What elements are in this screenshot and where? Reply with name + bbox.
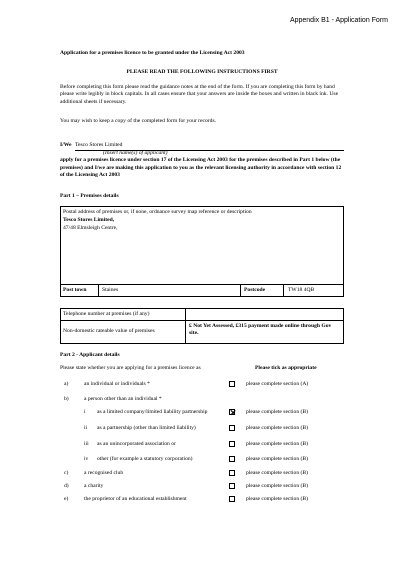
applicant-label: I/We (60, 142, 72, 148)
option-marker: b) (64, 396, 69, 402)
form-title: Application for a premises licence to be granted under the Licensing Act 2003 (60, 50, 245, 56)
post-town-label: Post town (63, 287, 87, 293)
instructions-paragraph: Before completing this form please read the guidance notes at the end of the form. If you are completing this form by hand please write legibly in block capitals. In all cases ensure that your answers are inside the boxes and written in black ink. Use additional sheets if necessary. (60, 84, 339, 105)
part2-heading: Part 2 - Applicant details (60, 352, 120, 358)
option-label: a recognised club (84, 470, 124, 476)
premises-info-col-divider (185, 308, 186, 344)
option-instruction: please complete section (B) (246, 496, 308, 502)
option-label: a person other than an individual * (84, 396, 162, 402)
option-checkbox[interactable] (229, 483, 235, 489)
suboption-marker: iv (84, 456, 89, 462)
option-checkbox[interactable] (229, 470, 235, 476)
post-town-row-divider (60, 284, 344, 285)
suboption-marker: i (84, 409, 86, 415)
suboption-label: as a limited company/limited liability partnership (97, 409, 208, 415)
applicant-statement: apply for a premises licence under section 17 of the Licensing Act 2003 for the premises described in Part 1 below (the premises) and I/we are making this application to you as the relevant licensing authority in accordance with section 12 of the Licensing Act 2003 (60, 157, 342, 179)
tick-heading: Please tick as appropriate (255, 365, 317, 371)
rateable-value-label: Non-domestic rateable value of premises (63, 328, 155, 334)
instructions-copy-note: You may wish to keep a copy of the completed form for your records. (60, 118, 217, 124)
postcode-value[interactable]: TW18 4QB (288, 287, 315, 293)
suboption-label: as a partnership (other than limited liability) (97, 425, 196, 431)
instructions-heading: PLEASE READ THE FOLLOWING INSTRUCTIONS FIRST (126, 69, 278, 75)
part1-heading: Part 1 – Premises details (60, 193, 119, 199)
option-marker: d) (64, 483, 69, 489)
premises-address-label: Postal address of premises or, if none, ordnance survey map reference or description (63, 209, 252, 215)
option-checkbox-checked[interactable] (229, 409, 235, 415)
suboption-marker: ii (84, 425, 88, 431)
telephone-value[interactable] (189, 311, 339, 318)
option-checkbox[interactable] (229, 441, 235, 447)
rateable-value[interactable]: £ Not Yet Assessed, £315 payment made online through Gov site. (189, 323, 332, 336)
option-label: a charity (84, 483, 104, 489)
postcode-label-divider (240, 284, 241, 297)
premises-address-line1[interactable]: Tesco Stores Limited, (63, 217, 115, 223)
option-marker: c) (64, 470, 69, 476)
postcode-label: Postcode (244, 287, 266, 293)
option-instruction: please complete section (B) (246, 456, 308, 462)
option-instruction: please complete section (A) (246, 381, 309, 387)
suboption-marker: iii (84, 441, 89, 447)
applicant-caption: (Insert name(s) of applicant) (103, 150, 168, 156)
option-instruction: please complete section (B) (246, 425, 308, 431)
postcode-value-divider (283, 284, 284, 297)
premises-info-row-divider (60, 320, 344, 321)
suboption-label: as an unincorporated association or (97, 441, 176, 447)
option-instruction: please complete section (B) (246, 441, 308, 447)
post-town-value[interactable]: Staines (102, 287, 119, 293)
option-label: the proprietor of an educational establishment (84, 496, 187, 502)
option-checkbox[interactable] (229, 381, 235, 387)
option-label: an individual or individuals * (84, 381, 150, 387)
option-checkbox[interactable] (229, 496, 235, 502)
option-checkbox[interactable] (229, 456, 235, 462)
option-instruction: please complete section (B) (246, 470, 308, 476)
appendix-header: Appendix B1 - Application Form (289, 17, 388, 24)
premises-address-line2[interactable]: 47/48 Elmsleigh Centre, (63, 225, 118, 231)
option-marker: a) (64, 381, 69, 387)
option-instruction: please complete section (B) (246, 483, 308, 489)
applicant-name[interactable]: Tesco Stores Limited (75, 142, 123, 148)
option-instruction: please complete section (B) (246, 409, 308, 415)
option-marker: e) (64, 496, 69, 502)
option-checkbox[interactable] (229, 425, 235, 431)
part2-question: Please state whether you are applying for a premises licence as (60, 365, 201, 371)
telephone-label: Telephone number at premises (if any) (63, 311, 150, 317)
suboption-label: other (for example a statutory corporation) (97, 456, 193, 462)
post-town-divider (98, 284, 99, 297)
